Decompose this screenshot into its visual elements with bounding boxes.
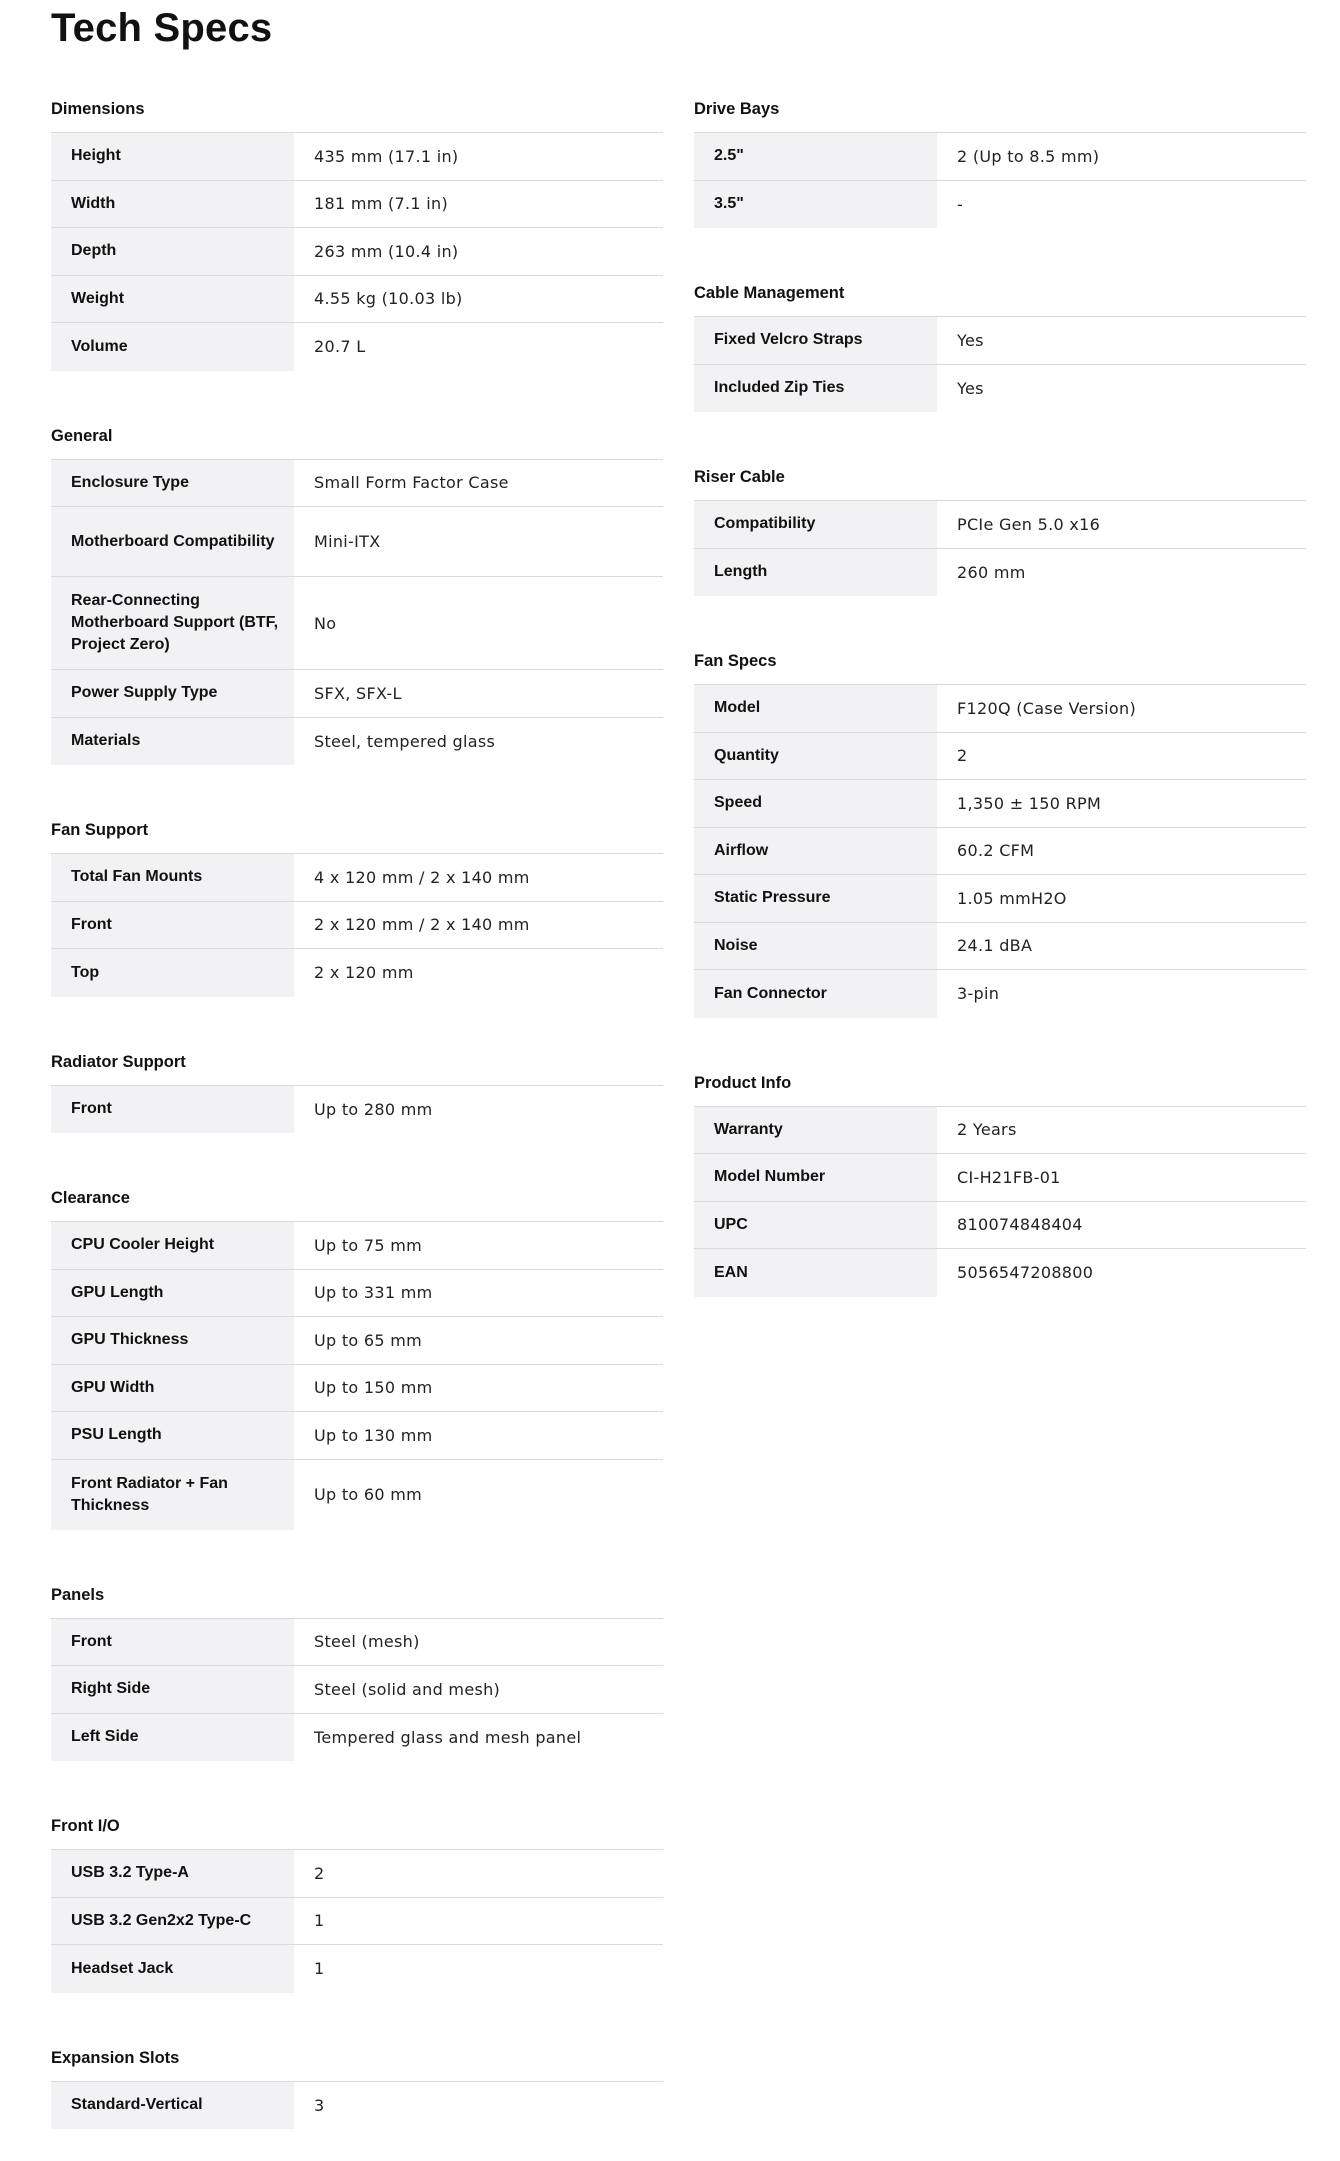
spec-label: Speed	[694, 780, 937, 827]
spec-row	[51, 181, 663, 229]
spec-row	[51, 577, 663, 670]
spec-value: Up to 60 mm	[314, 1485, 423, 1504]
section-dimensions	[51, 96, 663, 371]
section-title: Expansion Slots	[51, 2048, 180, 2067]
section-title: Fan Support	[51, 821, 149, 839]
section-title: Radiator Support	[51, 1052, 186, 1071]
section-general	[51, 423, 663, 766]
spec-row	[51, 1714, 663, 1762]
spec-value: Steel, tempered glass	[314, 731, 496, 751]
spec-table	[51, 1221, 663, 1530]
spec-value: 5056547208800	[957, 1263, 1094, 1283]
spec-value: F120Q (Case Version)	[957, 698, 1136, 718]
section-riser-cable	[694, 464, 1306, 596]
spec-value: 2	[957, 746, 968, 766]
spec-row	[51, 854, 663, 902]
spec-value: Steel (mesh)	[314, 1632, 420, 1652]
spec-table	[51, 132, 663, 371]
spec-table	[694, 1106, 1306, 1297]
spec-label: Depth	[51, 228, 294, 275]
left-column	[51, 96, 663, 2161]
spec-value: Yes	[957, 378, 984, 398]
spec-row	[694, 875, 1306, 923]
section-expansion-slots	[51, 2045, 663, 2130]
section-title: Panels	[51, 1585, 105, 1604]
spec-label: Headset Jack	[51, 1945, 294, 1993]
spec-value: 263 mm (10.4 in)	[314, 241, 459, 261]
spec-value: 1	[314, 1959, 325, 1979]
spec-table	[694, 500, 1306, 596]
spec-label: GPU Thickness	[51, 1317, 294, 1364]
spec-value: Up to 150 mm	[314, 1378, 433, 1398]
spec-row	[51, 1850, 663, 1898]
spec-row	[694, 501, 1306, 549]
spec-value: 435 mm (17.1 in)	[314, 146, 459, 166]
spec-table	[51, 1849, 663, 1993]
spec-label: Standard-Vertical	[51, 2082, 294, 2130]
spec-label: USB 3.2 Gen2x2 Type-C	[51, 1898, 294, 1945]
spec-value: 181 mm (7.1 in)	[314, 194, 448, 214]
spec-row	[694, 365, 1306, 413]
section-cable-management	[694, 280, 1306, 412]
spec-value: 4.55 kg (10.03 lb)	[314, 289, 463, 309]
spec-label: CPU Cooler Height	[51, 1222, 294, 1269]
spec-value: CI-H21FB-01	[957, 1167, 1061, 1187]
spec-value: No	[314, 613, 337, 633]
spec-table	[694, 132, 1306, 228]
spec-row	[51, 276, 663, 324]
spec-value: Small Form Factor Case	[314, 473, 509, 493]
section-title: Fan Specs	[694, 652, 777, 670]
spec-label: Noise	[694, 923, 937, 970]
spec-value: 3	[314, 2095, 325, 2115]
spec-row	[51, 228, 663, 276]
spec-label: Front	[51, 1086, 294, 1134]
spec-label: Front	[51, 1619, 294, 1666]
spec-label: Length	[694, 549, 937, 597]
spec-label: Materials	[51, 718, 294, 766]
spec-row	[51, 949, 663, 997]
spec-row	[694, 1107, 1306, 1155]
section-radiator-support	[51, 1049, 663, 1134]
spec-value: 2	[314, 1863, 325, 1883]
spec-value: SFX, SFX-L	[314, 683, 402, 703]
spec-label: GPU Width	[51, 1365, 294, 1412]
spec-row	[51, 1460, 663, 1530]
spec-row	[51, 718, 663, 766]
spec-label: Width	[51, 181, 294, 228]
spec-label: Fan Connector	[694, 970, 937, 1018]
spec-row	[694, 970, 1306, 1018]
spec-value: 2 Years	[957, 1120, 1017, 1140]
spec-value: 260 mm	[957, 562, 1026, 582]
spec-value: 1,350 ± 150 RPM	[957, 793, 1102, 813]
spec-value: Yes	[957, 330, 984, 350]
spec-row	[51, 2082, 663, 2130]
spec-row	[51, 1365, 663, 1413]
spec-label: 3.5"	[694, 181, 937, 229]
spec-value: Mini-ITX	[314, 532, 381, 551]
spec-label: Static Pressure	[694, 875, 937, 922]
section-product-info	[694, 1070, 1306, 1297]
spec-label: Included Zip Ties	[694, 365, 937, 413]
spec-row	[51, 1619, 663, 1667]
section-fan-specs	[694, 648, 1306, 1018]
section-title: Dimensions	[51, 100, 145, 118]
section-panels	[51, 1582, 663, 1762]
spec-row	[694, 549, 1306, 597]
spec-row	[694, 828, 1306, 876]
spec-value: 810074848404	[957, 1215, 1083, 1235]
spec-value: 60.2 CFM	[957, 841, 1035, 861]
spec-row	[51, 1222, 663, 1270]
spec-label: Model	[694, 685, 937, 732]
spec-label: Fixed Velcro Straps	[694, 317, 937, 364]
spec-value: Up to 65 mm	[314, 1330, 423, 1350]
spec-value: 2 (Up to 8.5 mm)	[957, 146, 1100, 166]
spec-row	[694, 1249, 1306, 1297]
spec-value: 4 x 120 mm / 2 x 140 mm	[314, 867, 530, 887]
spec-label: Enclosure Type	[51, 460, 294, 507]
spec-label: Height	[51, 133, 294, 180]
spec-label: USB 3.2 Type-A	[51, 1850, 294, 1897]
spec-table	[51, 1618, 663, 1762]
spec-table	[51, 853, 663, 997]
spec-label: PSU Length	[51, 1412, 294, 1459]
section-drive-bays	[694, 96, 1306, 228]
section-title: Product Info	[694, 1073, 792, 1092]
spec-row	[51, 1898, 663, 1946]
spec-label: Volume	[51, 323, 294, 371]
spec-table	[51, 459, 663, 766]
spec-table	[694, 316, 1306, 412]
spec-label: Right Side	[51, 1666, 294, 1713]
spec-value: Up to 280 mm	[314, 1099, 433, 1119]
spec-value: 2 x 120 mm	[314, 963, 414, 983]
spec-row	[694, 685, 1306, 733]
spec-row	[694, 133, 1306, 181]
spec-row	[694, 733, 1306, 781]
section-title: Front I/O	[51, 1817, 120, 1835]
spec-value: Steel (solid and mesh)	[314, 1679, 501, 1699]
spec-value: 3-pin	[957, 984, 1000, 1004]
spec-label: UPC	[694, 1202, 937, 1249]
spec-row	[694, 780, 1306, 828]
spec-value: Up to 331 mm	[314, 1283, 433, 1303]
section-title: Clearance	[51, 1189, 130, 1207]
spec-value: -	[957, 194, 964, 214]
spec-value: PCIe Gen 5.0 x16	[957, 514, 1101, 534]
spec-label: Quantity	[694, 733, 937, 780]
spec-table	[694, 684, 1306, 1018]
spec-row	[51, 1270, 663, 1318]
spec-row	[51, 1317, 663, 1365]
section-title: Riser Cable	[694, 468, 785, 486]
section-front-io	[51, 1813, 663, 1993]
spec-value: 2 x 120 mm / 2 x 140 mm	[314, 915, 530, 935]
spec-value: 1	[314, 1911, 325, 1931]
spec-label: Motherboard Compatibility	[51, 507, 294, 576]
spec-value: 20.7 L	[314, 337, 366, 357]
spec-row	[51, 1086, 663, 1134]
spec-row	[51, 1666, 663, 1714]
section-title: Cable Management	[694, 284, 845, 302]
spec-row	[51, 323, 663, 371]
spec-label: 2.5"	[694, 133, 937, 180]
spec-label: Warranty	[694, 1107, 937, 1154]
section-fan-support	[51, 817, 663, 997]
spec-label: Front	[51, 902, 294, 949]
spec-value: 24.1 dBA	[957, 936, 1033, 956]
section-clearance	[51, 1185, 663, 1530]
spec-row	[51, 1945, 663, 1993]
spec-row	[51, 133, 663, 181]
spec-table	[51, 1085, 663, 1134]
section-title: General	[51, 426, 113, 445]
spec-label: EAN	[694, 1249, 937, 1297]
right-column	[694, 96, 1306, 1349]
spec-row	[694, 1202, 1306, 1250]
spec-row	[51, 670, 663, 718]
spec-row	[51, 460, 663, 508]
section-title: Drive Bays	[694, 100, 780, 118]
spec-row	[694, 923, 1306, 971]
spec-value: Tempered glass and mesh panel	[314, 1727, 582, 1747]
spec-label: GPU Length	[51, 1270, 294, 1317]
spec-label: Power Supply Type	[51, 670, 294, 717]
spec-label: Left Side	[51, 1714, 294, 1762]
spec-label: Model Number	[694, 1154, 937, 1201]
spec-label: Airflow	[694, 828, 937, 875]
spec-row	[694, 181, 1306, 229]
spec-row	[51, 1412, 663, 1460]
spec-label: Weight	[51, 276, 294, 323]
spec-row	[694, 317, 1306, 365]
spec-row	[694, 1154, 1306, 1202]
page-title: Tech Specs	[51, 6, 273, 50]
spec-row	[51, 902, 663, 950]
spec-value: 1.05 mmH2O	[957, 888, 1067, 908]
spec-value: Up to 130 mm	[314, 1425, 433, 1445]
spec-row	[51, 507, 663, 577]
spec-label: Compatibility	[694, 501, 937, 548]
spec-label: Front Radiator + Fan Thickness	[51, 1460, 294, 1530]
spec-label: Top	[51, 949, 294, 997]
spec-label: Rear-Connecting Motherboard Support (BTF, Project Zero)	[51, 577, 294, 669]
spec-value: Up to 75 mm	[314, 1235, 423, 1255]
spec-label: Total Fan Mounts	[51, 854, 294, 901]
spec-table	[51, 2081, 663, 2130]
